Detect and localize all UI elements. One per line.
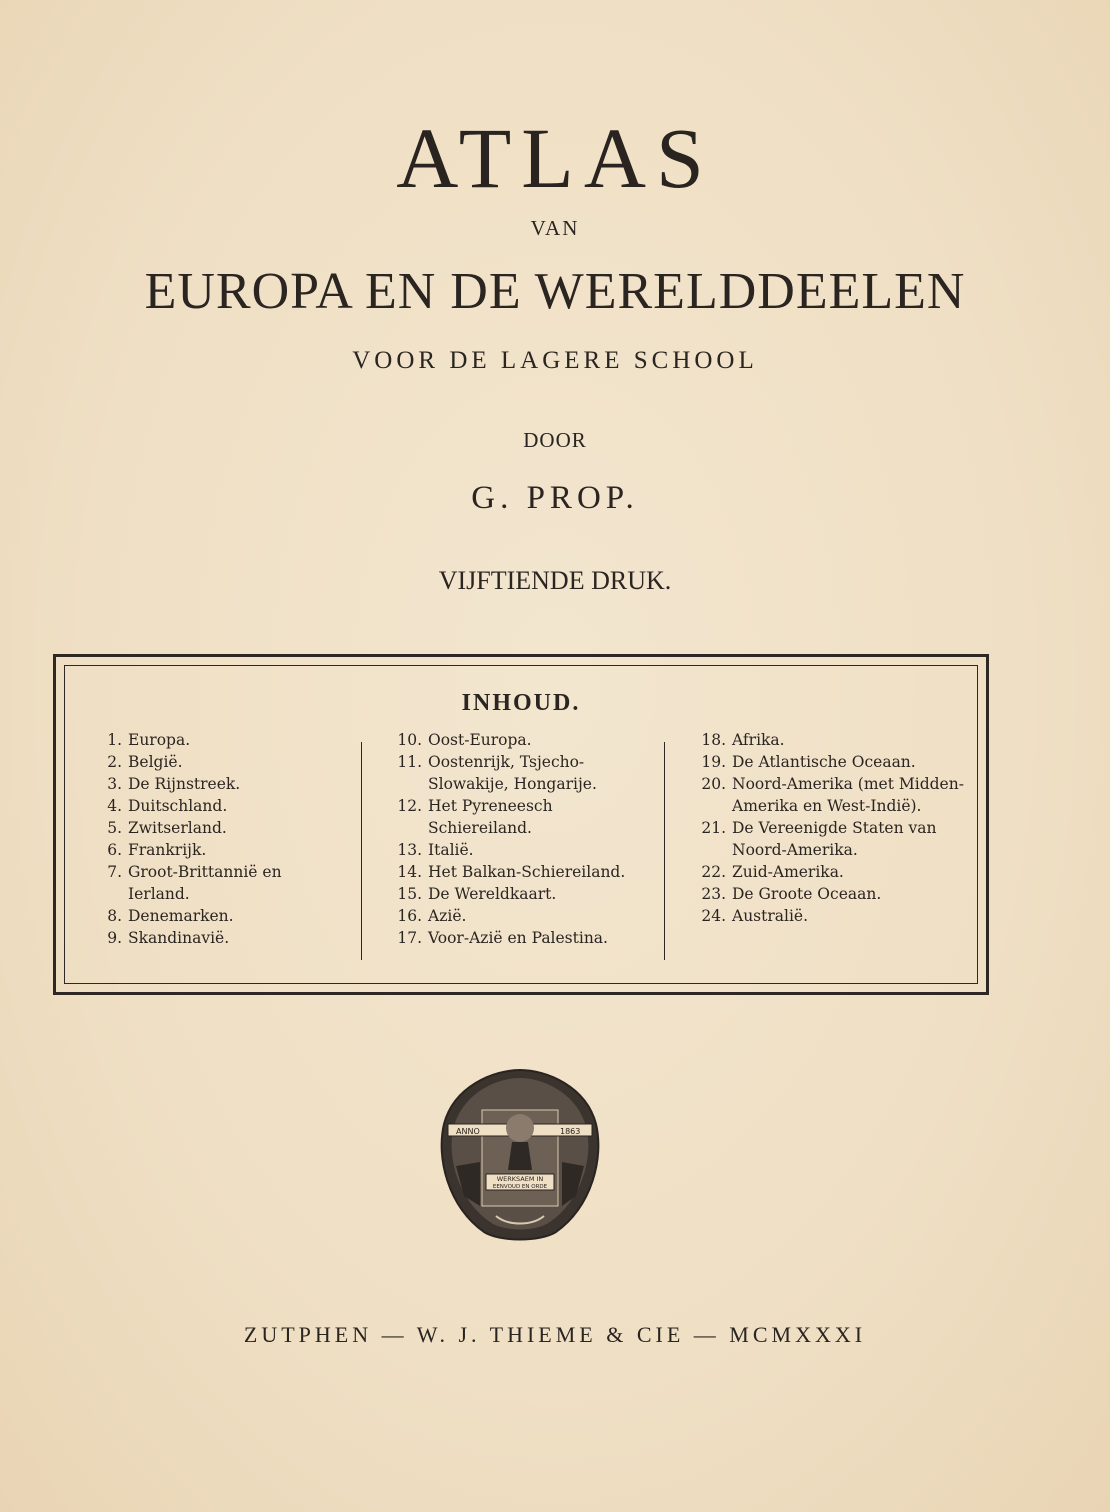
entry-title: De Rijnstreek. [128, 775, 241, 793]
entry-number: 6. [107, 841, 122, 859]
entry-title: Het Pyreneesch Schiereiland. [428, 797, 553, 837]
book-subtitle: EUROPA EN DE WERELDDEELEN [144, 263, 966, 320]
contents-entry [376, 729, 656, 751]
contents-entry [76, 751, 346, 773]
entry-number: 10. [397, 731, 422, 749]
entry-number: 17. [397, 929, 422, 947]
seal-motto-line-2: EENVOUD EN ORDE [492, 1184, 548, 1190]
contents-entry [76, 927, 346, 949]
entry-title: De Groote Oceaan. [732, 885, 882, 903]
entry-number: 4. [107, 797, 122, 815]
entry-number: 5. [107, 819, 122, 837]
entry-title: De Atlantische Oceaan. [732, 753, 916, 771]
entry-title: Europa. [128, 731, 191, 749]
entry-title: Frankrijk. [128, 841, 207, 859]
contents-entry [376, 751, 656, 795]
entry-number: 22. [701, 863, 726, 881]
contents-entry [76, 773, 346, 795]
contents-heading: INHOUD. [461, 690, 581, 716]
contents-entry [376, 883, 656, 905]
seal-motto-line-1: WERKSAEM IN [496, 1175, 544, 1183]
contents-entry [76, 795, 346, 817]
contents-entry [680, 861, 970, 883]
entry-number: 9. [107, 929, 122, 947]
contents-entry [680, 905, 970, 927]
entry-title: Noord-Amerika (met Midden-Amerika en West-Indië). [732, 775, 964, 815]
entry-title: Oostenrijk, Tsjecho-Slowakije, Hongarije. [428, 753, 597, 793]
contents-entry [76, 839, 346, 861]
contents-entry [680, 773, 970, 817]
entry-number: 18. [701, 731, 726, 749]
entry-title: Groot-Brittannië en Ierland. [128, 863, 282, 903]
seal-right-text: 1863 [560, 1127, 581, 1136]
entry-title: De Vereenigde Staten van Noord-Amerika. [732, 819, 937, 859]
entry-number: 19. [701, 753, 726, 771]
entry-title: Afrika. [732, 731, 785, 749]
column-divider [664, 742, 665, 960]
contents-column-2 [376, 729, 656, 949]
entry-title: Azië. [428, 907, 467, 925]
publisher-imprint: ZUTPHEN — W. J. THIEME & CIE — MCMXXXI [243, 1322, 867, 1347]
column-divider [361, 742, 362, 960]
entry-number: 16. [397, 907, 422, 925]
entry-number: 15. [397, 885, 422, 903]
entry-number: 21. [701, 819, 726, 837]
entry-title: Denemarken. [128, 907, 234, 925]
seal-left-text: ANNO [456, 1127, 480, 1136]
entry-number: 14. [397, 863, 422, 881]
entry-number: 11. [397, 753, 422, 771]
entry-number: 2. [107, 753, 122, 771]
contents-column-3 [680, 729, 970, 927]
edition-line: VIJFTIENDE DRUK. [438, 566, 672, 595]
entry-number: 8. [107, 907, 122, 925]
entry-title: België. [128, 753, 183, 771]
entry-title: Australië. [732, 907, 809, 925]
by-line: DOOR [523, 428, 587, 452]
entry-number: 20. [701, 775, 726, 793]
contents-entry [680, 729, 970, 751]
contents-entry [76, 861, 346, 905]
entry-number: 7. [107, 863, 122, 881]
contents-entry [680, 751, 970, 773]
entry-title: Oost-Europa. [428, 731, 532, 749]
entry-number: 12. [397, 797, 422, 815]
contents-entry [376, 905, 656, 927]
entry-title: De Wereldkaart. [428, 885, 557, 903]
entry-title: Zuid-Amerika. [732, 863, 844, 881]
book-title: ATLAS [396, 110, 714, 206]
entry-number: 23. [701, 885, 726, 903]
entry-number: 13. [397, 841, 422, 859]
contents-entry [376, 927, 656, 949]
contents-entry [376, 795, 656, 839]
entry-title: Voor-Azië en Palestina. [428, 929, 608, 947]
entry-title: Zwitserland. [128, 819, 227, 837]
publisher-seal-icon [436, 1066, 604, 1246]
entry-number: 3. [107, 775, 122, 793]
contents-entry [76, 817, 346, 839]
author-name: G. PROP. [471, 480, 639, 516]
audience-line: VOOR DE LAGERE SCHOOL [352, 347, 758, 374]
entry-title: Italië. [428, 841, 474, 859]
entry-title: Skandinavië. [128, 929, 230, 947]
contents-entry [76, 905, 346, 927]
contents-entry [680, 817, 970, 861]
entry-title: Duitschland. [128, 797, 228, 815]
entry-number: 1. [107, 731, 122, 749]
contents-entry [680, 883, 970, 905]
contents-entry [376, 839, 656, 861]
entry-title: Het Balkan-Schiereiland. [428, 863, 626, 881]
contents-entry [376, 861, 656, 883]
title-connector: VAN [530, 216, 580, 240]
contents-entry [76, 729, 346, 751]
entry-number: 24. [701, 907, 726, 925]
contents-column-1 [76, 729, 346, 949]
